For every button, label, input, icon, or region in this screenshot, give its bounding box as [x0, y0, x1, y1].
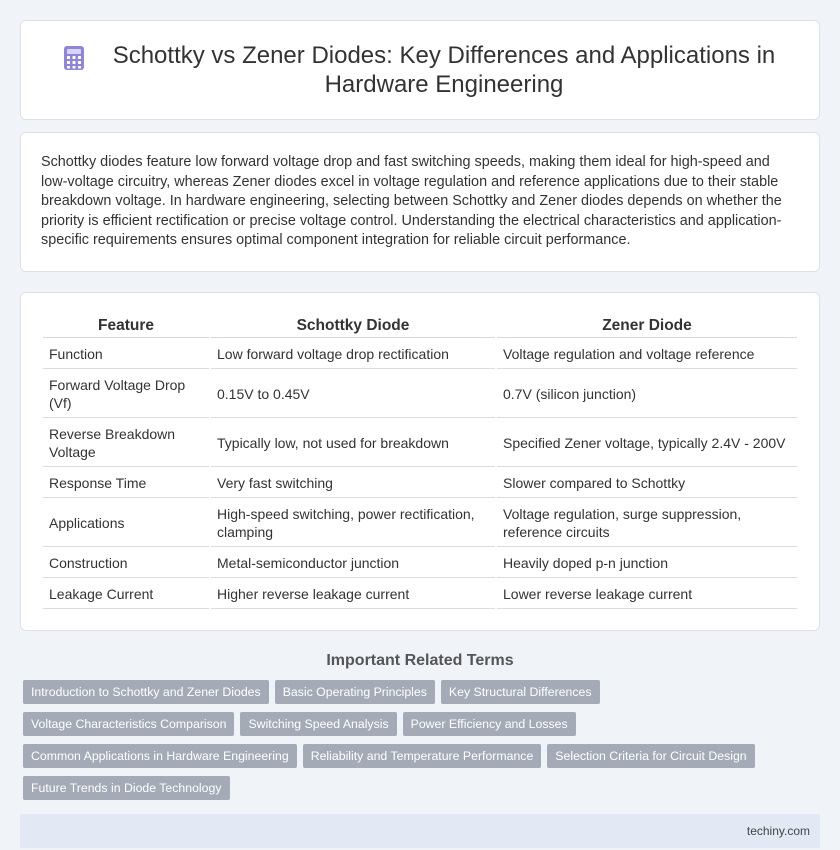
- footer: [20, 814, 820, 848]
- intro-paragraph: Schottky diodes feature low forward voltage drop and fast switching speeds, making them ideal for high-speed and low-voltage circuitry, whereas Zener diodes excel in voltage regulation and reference applications due to their stable breakdown voltage. In hardware engineering, selecting between Schottky and Zener diodes depends on whether the priority is efficient rectification or precise voltage control. Understanding the electrical characteristics and application-specific requirements ensures optimal component integration for reliable circuit performance.: [41, 154, 782, 248]
- comparison-table: [41, 313, 799, 611]
- related-term-tag[interactable]: Introduction to Schottky and Zener Diodes: [23, 680, 269, 704]
- related-term-tag[interactable]: Selection Criteria for Circuit Design: [547, 744, 754, 768]
- table-row: [43, 420, 797, 467]
- header-schottky: Schottky Diode: [211, 315, 495, 338]
- schottky-cell: Low forward voltage drop rectification: [211, 340, 495, 369]
- table-row: [43, 371, 797, 418]
- zener-cell: Voltage regulation, surge suppression, reference circuits: [497, 500, 797, 547]
- zener-cell: Lower reverse leakage current: [497, 580, 797, 609]
- feature-cell: Leakage Current: [43, 580, 209, 609]
- related-term-tag[interactable]: Key Structural Differences: [441, 680, 600, 704]
- page-title: Schottky vs Zener Diodes: Key Differences and Applications in Hardware Engineering: [112, 42, 776, 98]
- feature-cell: Applications: [43, 500, 209, 547]
- zener-cell: Voltage regulation and voltage reference: [497, 340, 797, 369]
- related-term-tag[interactable]: Future Trends in Diode Technology: [23, 776, 230, 800]
- header-zener: Zener Diode: [497, 315, 797, 338]
- feature-cell: Reverse Breakdown Voltage: [43, 420, 209, 467]
- table-header-row: [43, 315, 797, 338]
- related-term-tag[interactable]: Reliability and Temperature Performance: [303, 744, 542, 768]
- table-row: [43, 469, 797, 498]
- feature-cell: Construction: [43, 549, 209, 578]
- calculator-icon: [61, 45, 87, 71]
- related-term-tag[interactable]: Basic Operating Principles: [275, 680, 435, 704]
- schottky-cell: 0.15V to 0.45V: [211, 371, 495, 418]
- related-term-tag[interactable]: Common Applications in Hardware Engineering: [23, 744, 297, 768]
- related-term-tag[interactable]: Switching Speed Analysis: [240, 712, 396, 736]
- related-term-tag[interactable]: Power Efficiency and Losses: [403, 712, 576, 736]
- comparison-card: [20, 292, 820, 631]
- schottky-cell: Metal-semiconductor junction: [211, 549, 495, 578]
- schottky-cell: Very fast switching: [211, 469, 495, 498]
- related-term-tag[interactable]: Voltage Characteristics Comparison: [23, 712, 234, 736]
- related-terms-list: [20, 680, 820, 808]
- table-row: [43, 500, 797, 547]
- feature-cell: Function: [43, 340, 209, 369]
- schottky-cell: High-speed switching, power rectification, clamping: [211, 500, 495, 547]
- feature-cell: Response Time: [43, 469, 209, 498]
- table-row: [43, 580, 797, 609]
- zener-cell: 0.7V (silicon junction): [497, 371, 797, 418]
- feature-cell: Forward Voltage Drop (Vf): [43, 371, 209, 418]
- table-row: [43, 340, 797, 369]
- zener-cell: Slower compared to Schottky: [497, 469, 797, 498]
- intro-card: [20, 132, 820, 272]
- schottky-cell: Higher reverse leakage current: [211, 580, 495, 609]
- related-terms-title: Important Related Terms: [326, 652, 514, 669]
- footer-site-link[interactable]: techiny.com: [746, 824, 810, 838]
- zener-cell: Specified Zener voltage, typically 2.4V - 200V: [497, 420, 797, 467]
- table-row: [43, 549, 797, 578]
- header-feature: Feature: [43, 315, 209, 338]
- title-card: [20, 20, 820, 120]
- schottky-cell: Typically low, not used for breakdown: [211, 420, 495, 467]
- zener-cell: Heavily doped p-n junction: [497, 549, 797, 578]
